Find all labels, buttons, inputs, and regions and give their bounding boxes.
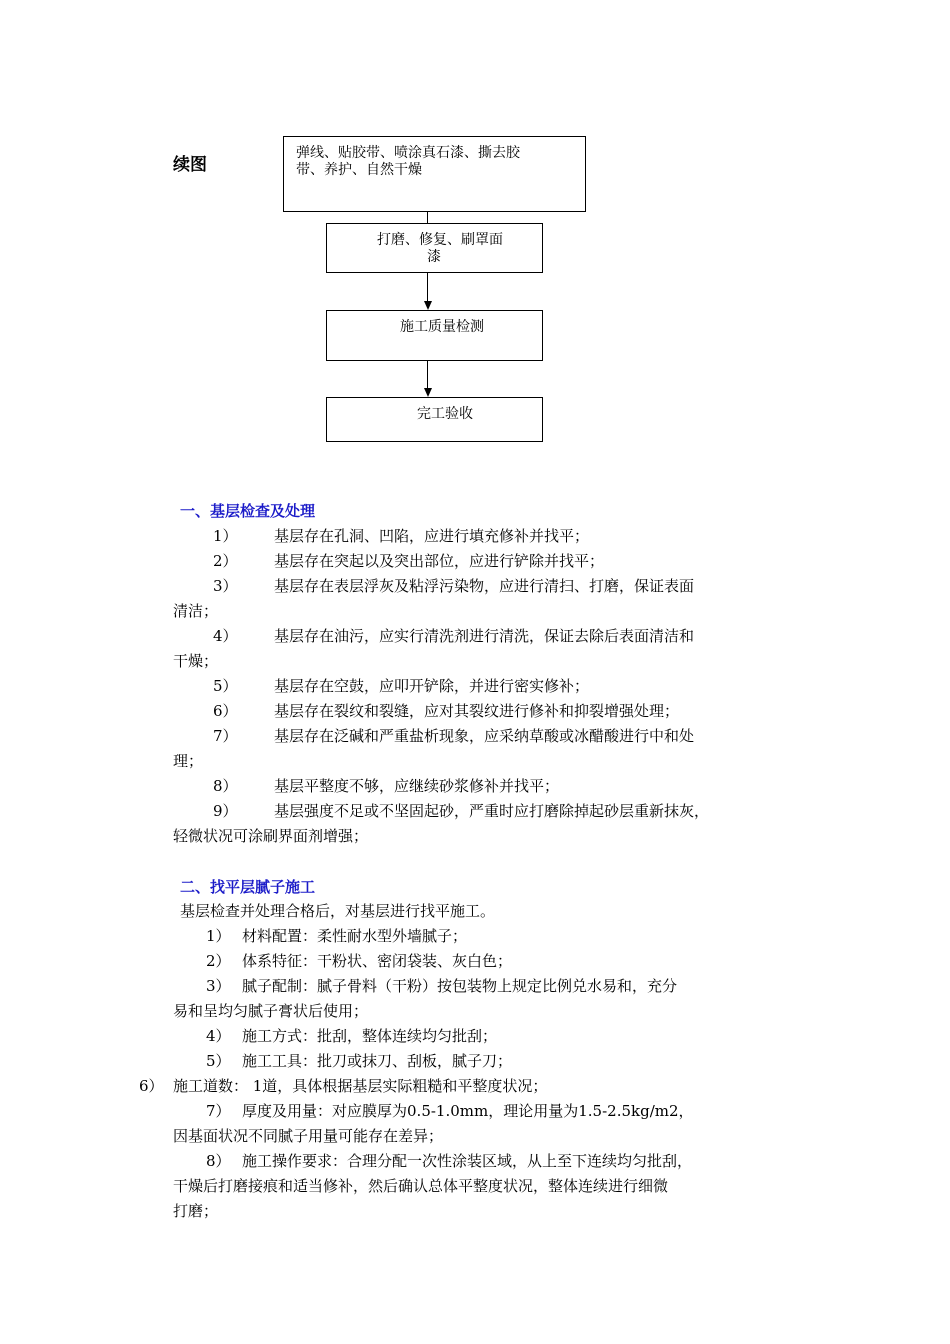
s2-item-6-text: 施工道数： 1道，具体根据基层实际粗糙和平整度状况；	[173, 1077, 548, 1095]
s2-item-8-num: 8）	[206, 1152, 231, 1170]
s2-item-5-text: 施工工具：批刀或抹刀、刮板，腻子刀；	[242, 1052, 513, 1070]
flow-step-3	[326, 310, 543, 361]
s1-item-4-cont: 干燥；	[173, 652, 219, 670]
s1-item-3-num: 3）	[213, 577, 238, 595]
s2-item-1-text: 材料配置：柔性耐水型外墙腻子；	[242, 927, 468, 945]
flow-step-2-line1: 打磨、修复、刷罩面	[377, 232, 503, 248]
section2-intro: 基层检查并处理合格后，对基层进行找平施工。	[180, 902, 496, 920]
s2-item-4-text: 施工方式：批刮，整体连续均匀批刮；	[242, 1027, 498, 1045]
flow-label: 续图	[173, 155, 207, 175]
s1-item-9-num: 9）	[213, 802, 238, 820]
s1-item-5-text: 基层存在空鼓，应叩开铲除，并进行密实修补；	[274, 677, 590, 695]
s2-item-4-num: 4）	[206, 1027, 231, 1045]
s1-item-1-num: 1）	[213, 527, 238, 545]
s1-item-9-text: 基层强度不足或不坚固起砂，严重时应打磨除掉起砂层重新抹灰，	[274, 802, 710, 820]
flow-step-1-line1: 弹线、贴胶带、喷涂真石漆、撕去胶	[296, 145, 520, 161]
s1-item-4-num: 4）	[213, 627, 238, 645]
s1-item-8-text: 基层平整度不够，应继续砂浆修补并找平；	[274, 777, 560, 795]
s1-item-6-num: 6）	[213, 702, 238, 720]
flow-connector-3	[427, 361, 428, 388]
section1-heading: 一、基层检查及处理	[180, 502, 316, 520]
s1-item-2-text: 基层存在突起以及突出部位，应进行铲除并找平；	[274, 552, 605, 570]
flow-step-4-line1: 完工验收	[417, 406, 473, 422]
flow-step-3-line1: 施工质量检测	[400, 319, 484, 335]
s1-item-5-num: 5）	[213, 677, 238, 695]
flow-connector-2	[427, 273, 428, 301]
s1-item-1-text: 基层存在孔洞、凹陷，应进行填充修补并找平；	[274, 527, 590, 545]
s2-item-8-cont: 干燥后打磨接痕和适当修补，然后确认总体平整度状况，整体连续进行细微	[173, 1177, 669, 1195]
s2-item-3-cont: 易和呈均匀腻子膏状后使用；	[173, 1002, 369, 1020]
s2-item-2-text: 体系特征：干粉状、密闭袋装、灰白色；	[242, 952, 513, 970]
flow-step-4	[326, 397, 543, 442]
flow-step-2	[326, 223, 543, 273]
flow-step-2-line2: 漆	[427, 249, 441, 265]
s1-item-7-text: 基层存在泛碱和严重盐析现象，应采纳草酸或冰醋酸进行中和处	[274, 727, 695, 745]
s2-item-1-num: 1）	[206, 927, 231, 945]
s2-item-7-cont: 因基面状况不同腻子用量可能存在差异；	[173, 1127, 444, 1145]
s2-item-7-num: 7）	[206, 1102, 231, 1120]
s1-item-3-cont: 清洁；	[173, 602, 219, 620]
s2-item-5-num: 5）	[206, 1052, 231, 1070]
s2-item-7-text: 厚度及用量：对应膜厚为0.5-1.0mm，理论用量为1.5-2.5kg/m2，	[242, 1102, 694, 1120]
s2-item-3-text: 腻子配制：腻子骨料（干粉）按包装物上规定比例兑水易和，充分	[242, 977, 678, 995]
s1-item-2-num: 2）	[213, 552, 238, 570]
s2-item-8-text: 施工操作要求：合理分配一次性涂装区域，从上至下连续均匀批刮，	[242, 1152, 693, 1170]
s2-item-6-num: 6）	[139, 1077, 164, 1095]
s1-item-9-cont: 轻微状况可涂刷界面剂增强；	[173, 827, 369, 845]
s1-item-7-num: 7）	[213, 727, 238, 745]
flow-step-1-line2: 带、养护、自然干燥	[296, 162, 422, 178]
s1-item-7-cont: 理；	[173, 752, 204, 770]
section2-heading: 二、找平层腻子施工	[180, 878, 316, 896]
s1-item-3-text: 基层存在表层浮灰及粘浮污染物，应进行清扫、打磨，保证表面	[274, 577, 695, 595]
s1-item-6-text: 基层存在裂纹和裂缝，应对其裂纹进行修补和抑裂增强处理；	[274, 702, 680, 720]
s1-item-8-num: 8）	[213, 777, 238, 795]
flow-arrow-2	[424, 301, 432, 310]
s2-item-8-cont2: 打磨；	[173, 1202, 219, 1220]
flow-arrow-3	[424, 388, 432, 397]
flow-step-1	[283, 136, 586, 212]
s2-item-3-num: 3）	[206, 977, 231, 995]
s1-item-4-text: 基层存在油污，应实行清洗剂进行清洗，保证去除后表面清洁和	[274, 627, 695, 645]
s2-item-2-num: 2）	[206, 952, 231, 970]
